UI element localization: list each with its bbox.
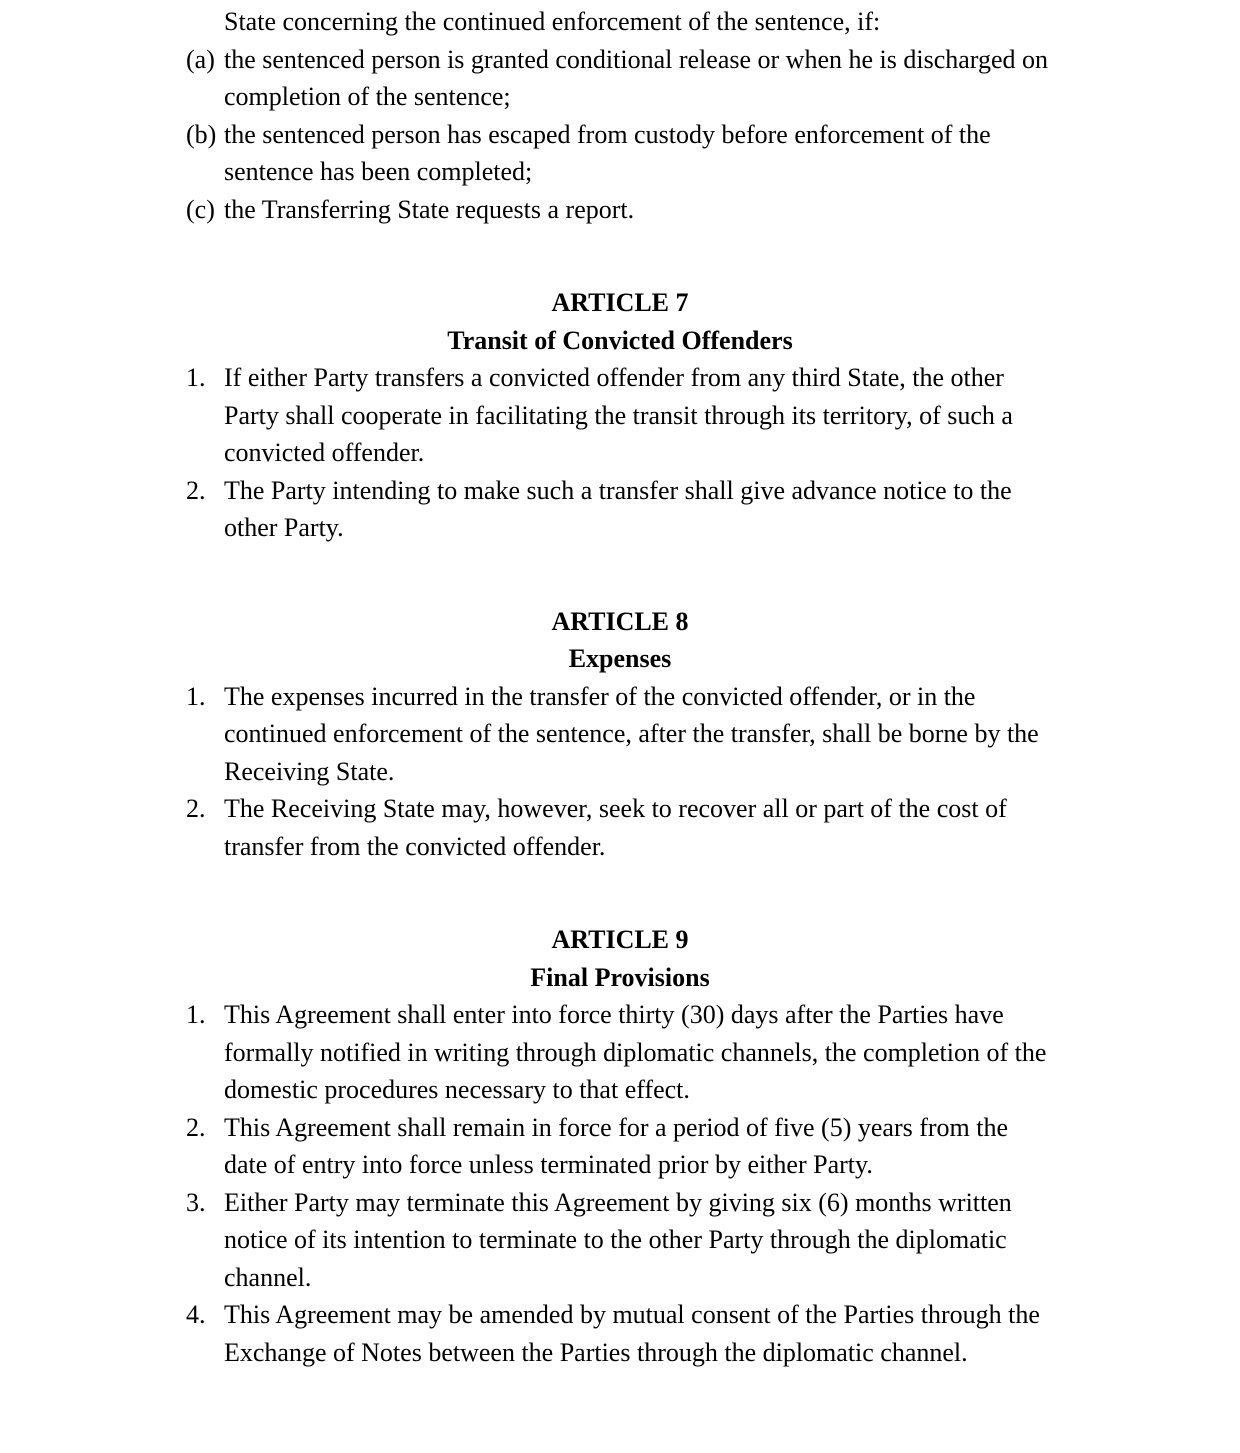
list-marker: 2. (186, 1112, 206, 1142)
list-marker: (c) (186, 194, 215, 224)
list-item-text: the sentenced person has escaped from custody before enforcement of the sentence has been completed; (224, 119, 991, 186)
list-item (0, 1109, 1054, 1184)
list-marker: 1. (186, 1000, 206, 1029)
list-item (0, 790, 1054, 865)
list-marker: (a) (186, 44, 215, 74)
sub-clause-list (0, 41, 1240, 229)
list-marker: 2. (186, 794, 206, 823)
list-item (0, 996, 1054, 1109)
article-number: ARTICLE 8 (551, 606, 689, 636)
list-item-text: If either Party transfers a convicted offender from any third State, the other Party shall cooperate in facilitating the transit through its territory, of such a convicted offender. (224, 363, 1013, 467)
article-clause-list (0, 359, 1240, 547)
article-title: Transit of Convicted Offenders (447, 325, 793, 355)
list-item-text: Either Party may terminate this Agreement by giving six (6) months written notice of its intention to terminate to the other Party through the diplomatic channel. (224, 1187, 1012, 1292)
article-clause-list (0, 678, 1240, 866)
list-item-text: This Agreement shall remain in force for a period of five (5) years from the date of entry into force unless terminated prior by either Party. (224, 1112, 1009, 1179)
list-item-text: This Agreement may be amended by mutual consent of the Parties through the Exchange of Notes between the Parties through the diplomatic channel. (224, 1300, 1040, 1367)
list-marker: 2. (186, 475, 206, 505)
list-item (0, 1296, 1054, 1371)
list-item-text: The Party intending to make such a transfer shall give advance notice to the other Party. (224, 475, 1012, 542)
list-item (0, 472, 1054, 547)
article-title: Expenses (568, 644, 672, 673)
list-marker: 4. (186, 1300, 206, 1329)
article-clause-list (0, 996, 1240, 1371)
article-title: Final Provisions (530, 962, 710, 992)
list-item-text: This Agreement shall enter into force thirty (30) days after the Parties have formally notified in writing through diplomatic channels, the completion of the domestic procedures necessary to that effect. (224, 1000, 1047, 1104)
list-item (0, 41, 1054, 116)
article-7 (0, 284, 1240, 547)
list-item-text: The Receiving State may, however, seek to recover all or part of the cost of transfer from the convicted offender. (224, 794, 1007, 861)
list-item (0, 191, 1054, 229)
document-page (0, 3, 1240, 1371)
list-marker: 1. (186, 363, 206, 392)
list-item (0, 678, 1054, 791)
list-item-text: the Transferring State requests a report. (224, 194, 635, 224)
list-item-text: The expenses incurred in the transfer of the convicted offender, or in the continued enforcement of the sentence, after the transfer, shall be borne by the Receiving State. (224, 681, 1039, 786)
continuation-text: State concerning the continued enforcement of the sentence, if: (224, 7, 881, 36)
list-item (0, 1184, 1054, 1297)
article-number: ARTICLE 9 (551, 925, 689, 954)
list-item-text: the sentenced person is granted conditional release or when he is discharged on completion of the sentence; (224, 44, 1049, 111)
list-marker: 3. (186, 1187, 206, 1217)
list-marker: (b) (186, 119, 217, 149)
article-8 (0, 603, 1240, 866)
article-9 (0, 921, 1240, 1371)
article-number: ARTICLE 7 (551, 288, 689, 317)
list-item (0, 359, 1054, 472)
list-marker: 1. (186, 681, 206, 711)
list-item (0, 116, 1054, 191)
